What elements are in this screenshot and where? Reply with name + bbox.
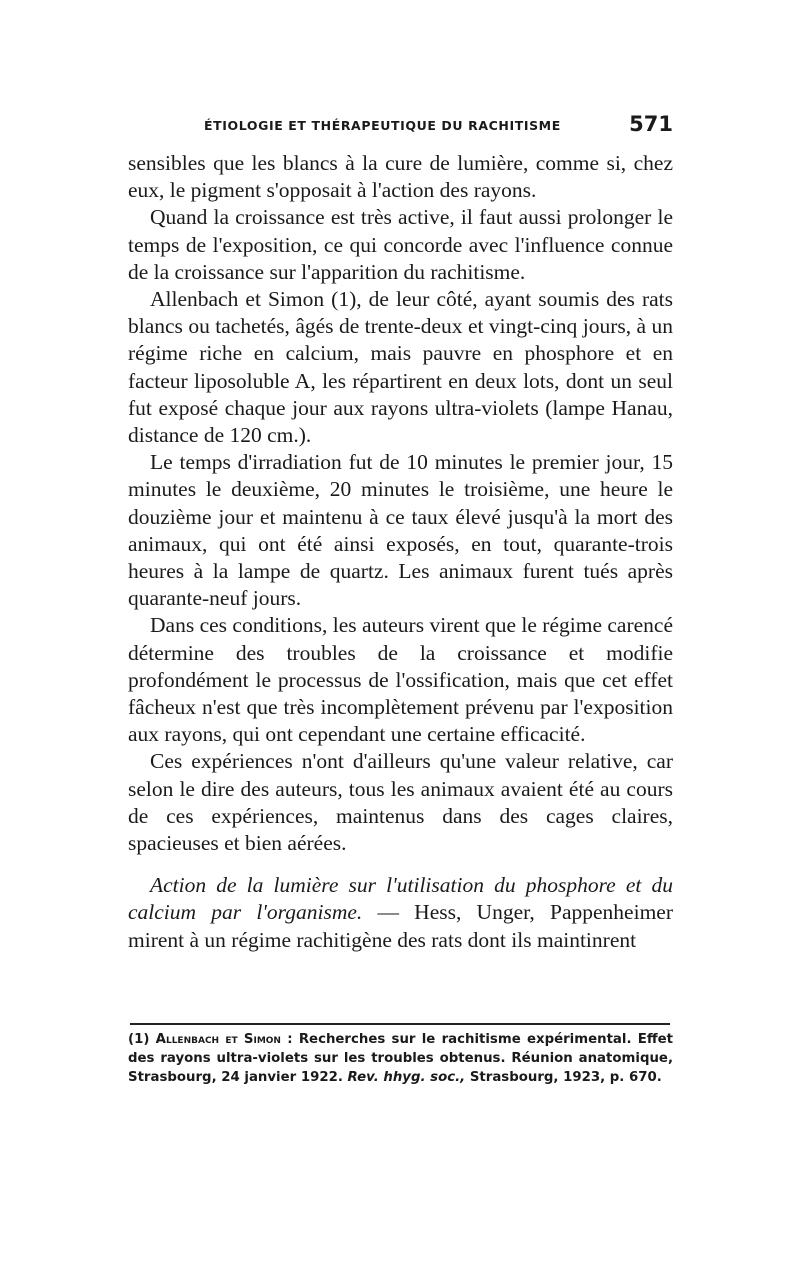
footnote-marker: (1) [128, 1032, 150, 1047]
paragraph: Allenbach et Simon (1), de leur côté, ayant soumis des rats blancs ou tachetés, âgés de trente-deux et vingt-cinq jours, à un régime riche en calcium, mais pauvre en phosphore et en facteur liposoluble A, les répartirent en deux lots, dont un seul fut exposé chaque jour aux rayons ultra-violets (lampe Hanau, distance de 120 cm.). [128, 287, 673, 448]
paragraph: Ces expériences n'ont d'ailleurs qu'une valeur relative, car selon le dire des auteurs, tous les animaux avaient été au cours de ces expériences, maintenus dans des cages claires, spacieuses et bien aérées. [128, 749, 673, 856]
footnote-rule [130, 1023, 670, 1025]
running-title: ÉTIOLOGIE ET THÉRAPEUTIQUE DU RACHITISME [204, 118, 561, 133]
section-heading: Action de la lumière sur l'utilisation du phosphore et du calcium par l'organisme. [128, 873, 673, 925]
paragraph: Le temps d'irradiation fut de 10 minutes le premier jour, 15 minutes le deuxième, 20 minutes le troisième, une heure le douzième jour et maintenu à ce taux élevé jusqu'à la mort des animaux, qui ont été ainsi exposés, en tout, quarante-trois heures à la lampe de quartz. Les animaux furent tués après quarante-neuf jours. [128, 450, 673, 611]
footnote [128, 1030, 673, 1087]
footnote-journal: Rev. hhyg. soc., [347, 1070, 466, 1085]
section-text: — Hess, Unger, Pappenheimer mirent à un régime rachitigène des rats dont ils maintinrent [128, 900, 673, 952]
body-text [128, 150, 673, 954]
footnote-text: : Recherches sur le rachitisme expérimental. Effet des rayons ultra-violets sur les troubles obtenus. Réunion anatomique, Strasbourg, 24 janvier 1922. [128, 1032, 674, 1085]
page-number: 571 [629, 112, 673, 136]
section-paragraph [128, 872, 673, 954]
paragraph: Quand la croissance est très active, il faut aussi prolonger le temps de l'exposition, ce qui concorde avec l'influence connue de la croissance sur l'apparition du rachitisme. [128, 205, 673, 284]
running-head [128, 112, 673, 142]
footnote-tail: Strasbourg, 1923, p. 670. [465, 1070, 662, 1085]
paragraph: Dans ces conditions, les auteurs virent que le régime carencé détermine des troubles de la croissance et modifie profondément le processus de l'ossification, mais que cet effet fâcheux n'est que très incomplètement prévenu par l'exposition aux rayons, qui ont cependant une certaine efficacité. [128, 613, 673, 747]
footnote-authors: Allenbach et Simon [155, 1032, 281, 1047]
paragraph: sensibles que les blancs à la cure de lumière, comme si, chez eux, le pigment s'opposait à l'action des rayons. [128, 151, 673, 203]
